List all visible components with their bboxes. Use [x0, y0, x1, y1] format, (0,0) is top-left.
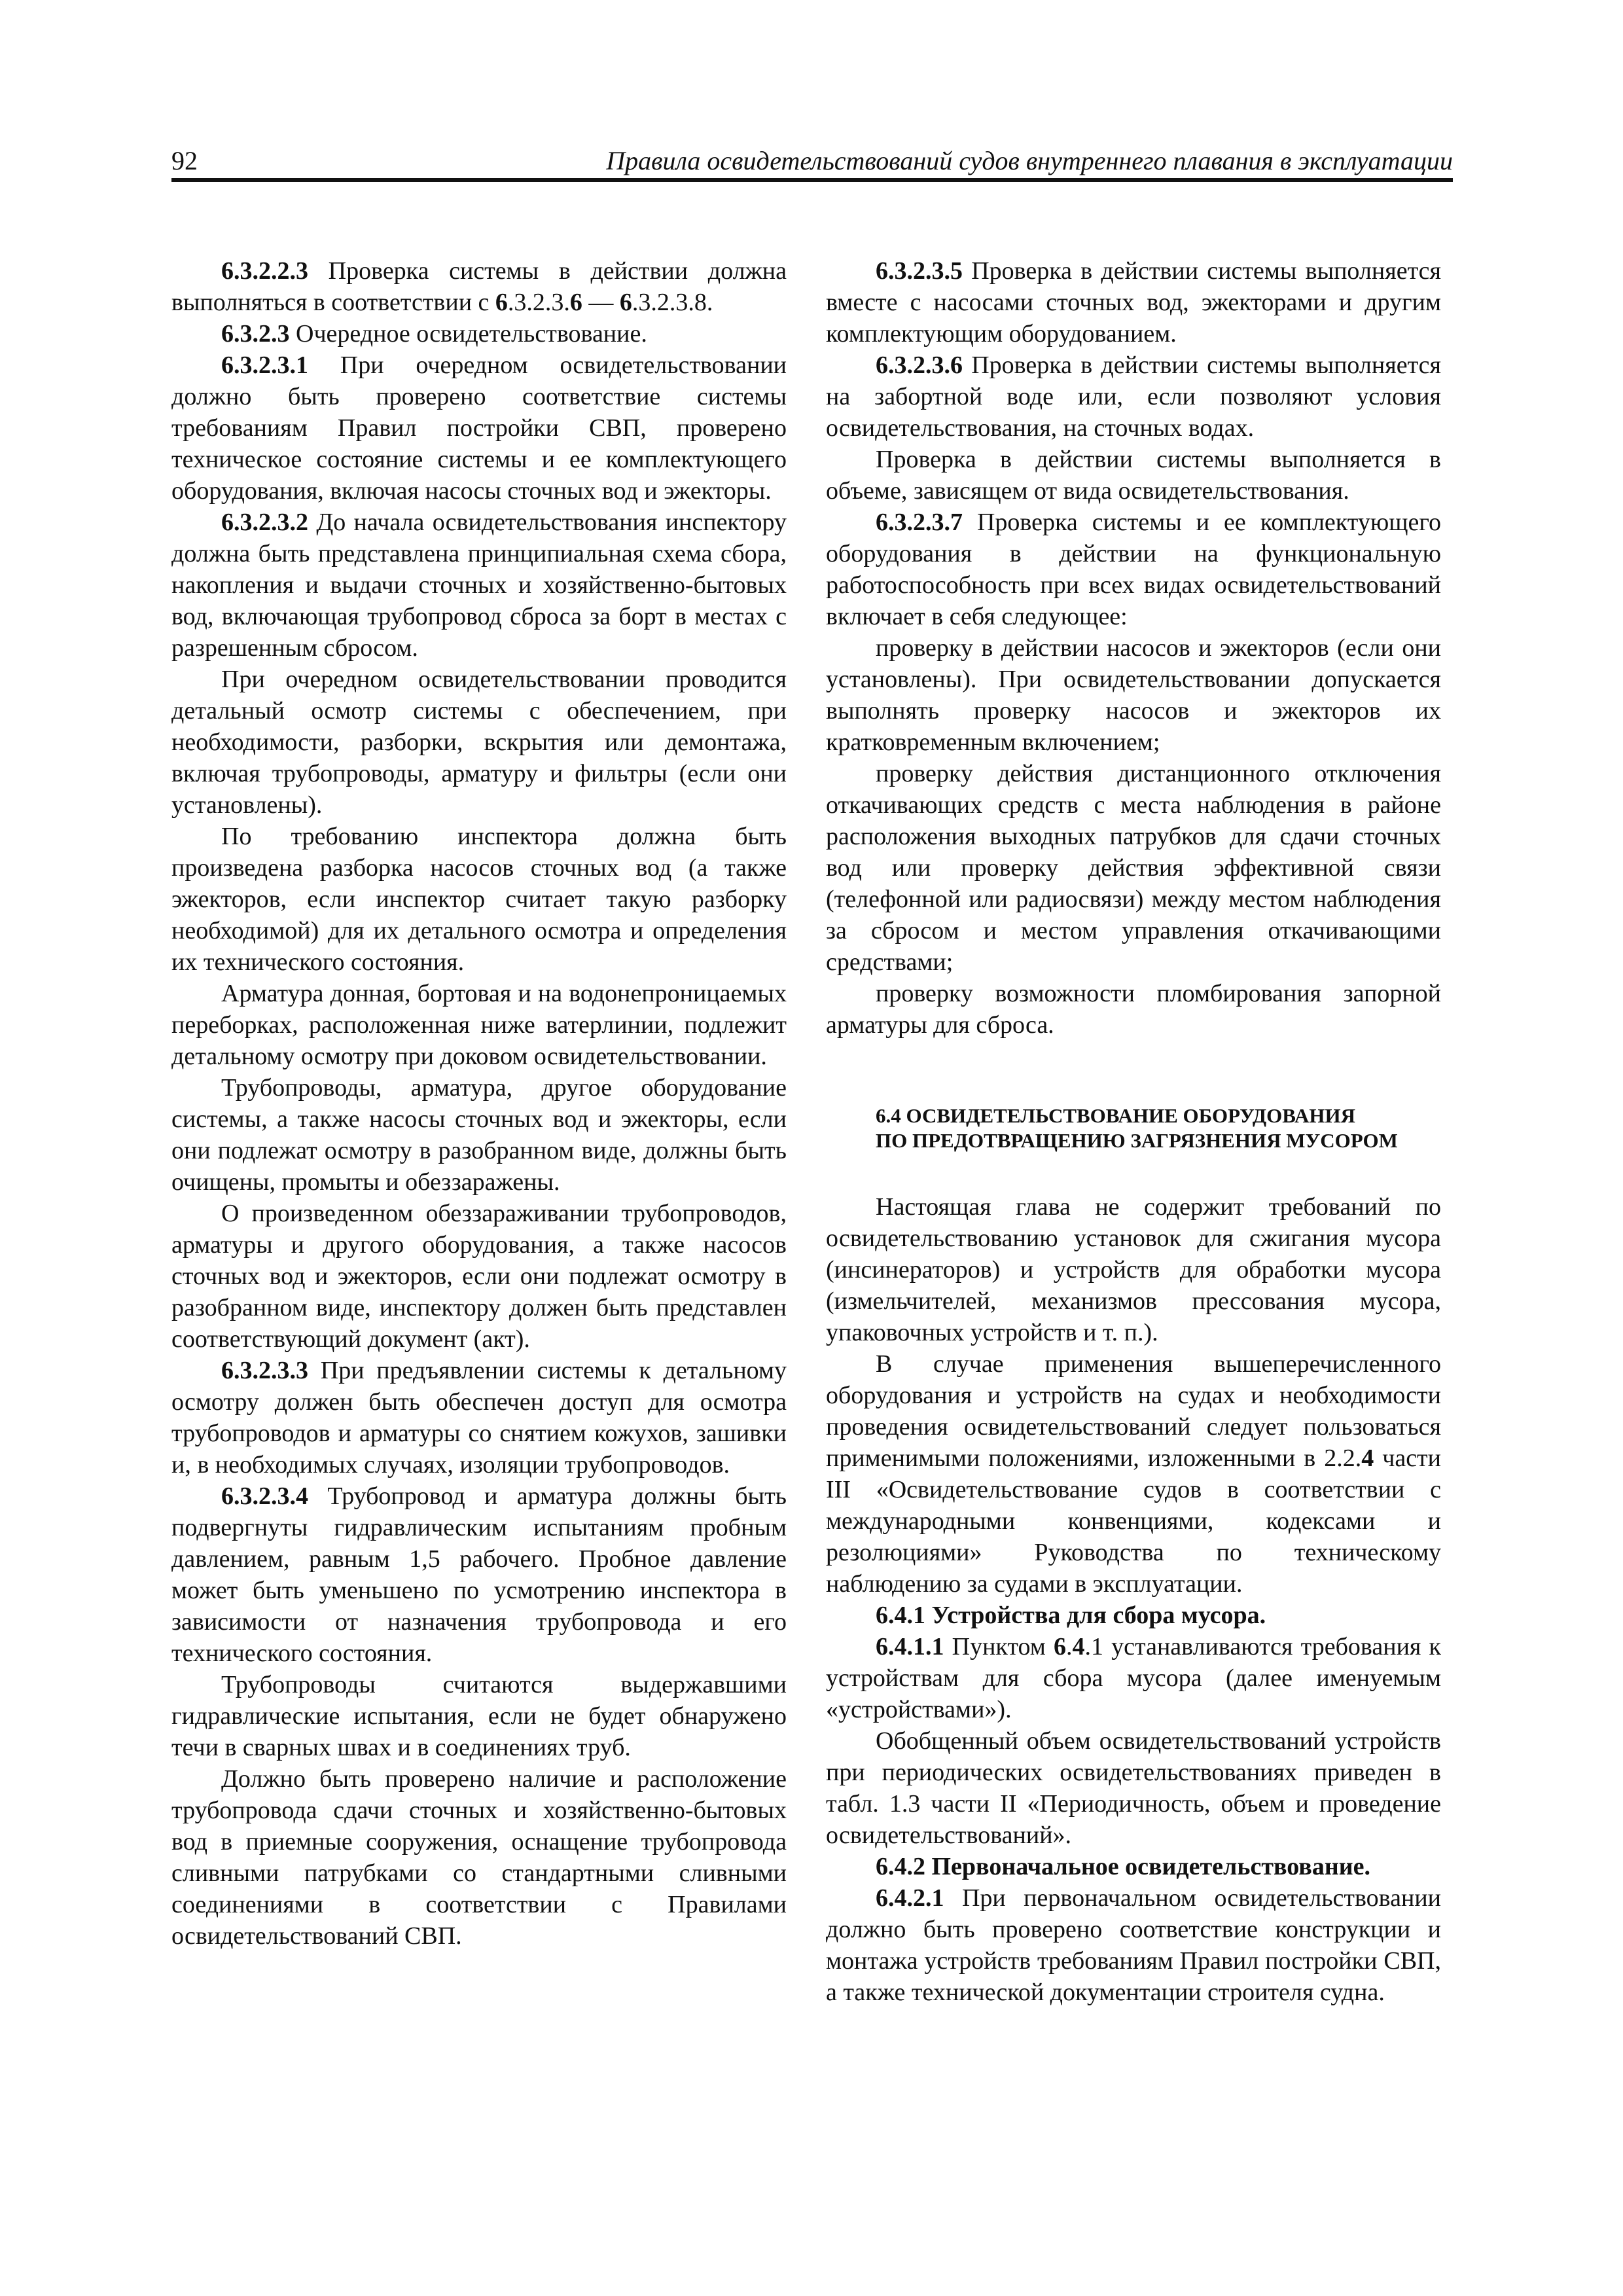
paragraph — [171, 255, 787, 318]
paragraph: Обобщенный объем освидетельствований устройств при периодических освидетельствованиях приведен в табл. 1.3 части II «Периодичность, объем и проведение освидетельствований». — [826, 1727, 1441, 1849]
paragraph: Должно быть проверено наличие и расположение трубопровода сдачи сточных и хозяйственно-бытовых вод в приемные сооружения, оснащение трубопровода сливными патрубками со стандартными сливными соединениями в соответствии с Правилами освидетельствований СВП. — [171, 1765, 787, 1950]
list-paragraph: проверку действия дистанционного отключения откачивающих средств с места наблюдения в районе расположения выходных патрубков для сдачи сточных вод или проверку действия эффективной связи (телефонной или радиосвязи) между местом наблюдения за сбросом и местом управления откачивающими средствами; — [826, 760, 1441, 976]
paragraph: Настоящая глава не содержит требований по освидетельствованию установок для сжигания мусора (инсинераторов) и устройств для обработки мусора (измельчителей, механизмов прессования мусора, упаковочных устройств и т. п.). — [826, 1193, 1441, 1346]
reference-bold: 4 — [1072, 1633, 1085, 1660]
paragraph — [826, 507, 1441, 632]
reference-text: .3.2.3. — [507, 289, 570, 316]
list-paragraph: проверку возможности пломбирования запорной арматуры для сброса. — [826, 980, 1441, 1039]
clause-number: 6.3.2.3.7 — [876, 509, 963, 536]
clause-number: 6.3.2.3.4 — [221, 1482, 308, 1510]
paragraph-text: .1 устанавливаются требования к устройствам для сбора мусора (далее именуемым «устройствами»). — [826, 1633, 1441, 1723]
paragraph: При очередном освидетельствовании проводится детальный осмотр системы с обеспечением, при необходимости, разборки, вскрытия или демонтажа, включая трубопроводы, арматуру и фильтры (если они установлены). — [171, 666, 787, 819]
paragraph — [826, 1882, 1441, 2008]
subsection-heading: 6.4.2 Первоначальное освидетельствование. — [876, 1853, 1370, 1880]
section-spacer — [826, 1153, 1441, 1191]
clause-number: 6.3.2.3 — [221, 320, 290, 348]
page-number: 92 — [171, 146, 198, 175]
clause-number: 6.4.2.1 — [876, 1884, 944, 1912]
reference-separator: — — [582, 289, 620, 316]
paragraph-text: Трубопровод и арматура должны быть подвергнуты гидравлическим испытаниям пробным давлением, равным 1,5 рабочего. Пробное давление может быть уменьшено по усмотрению инспектора в зависимости от назначения трубопровода и его технического состояния. — [171, 1482, 787, 1667]
running-header — [171, 145, 1453, 182]
section-heading-line1: 6.4 ОСВИДЕТЕЛЬСТВОВАНИЕ ОБОРУДОВАНИЯ — [876, 1104, 1356, 1127]
left-column — [171, 255, 787, 1952]
clause-number: 6.4.1.1 — [876, 1633, 944, 1660]
section-heading-line2: ПО ПРЕДОТВРАЩЕНИЮ ЗАГРЯЗНЕНИЯ МУСОРОМ — [876, 1129, 1398, 1152]
paragraph — [826, 255, 1441, 350]
paragraph — [171, 507, 787, 664]
reference-bold: 6 — [619, 289, 632, 316]
clause-number: 6.3.2.3.1 — [221, 351, 308, 379]
paragraph — [171, 1355, 787, 1480]
reference-bold: 6 — [495, 289, 508, 316]
reference-bold: 6 — [569, 289, 582, 316]
paragraph: Проверка в действии системы выполняется в объеме, зависящем от вида освидетельствования. — [826, 446, 1441, 505]
paragraph — [171, 318, 787, 350]
paragraph-text: Пунктом — [944, 1633, 1054, 1660]
clause-number: 6.3.2.2.3 — [221, 257, 308, 285]
paragraph — [826, 1631, 1441, 1725]
paragraph-text: При первоначальном освидетельствовании должно быть проверено соответствие конструкции и монтажа устройств требованиям Правил постройки СВП, а также технической документации строителя судна. — [826, 1884, 1441, 2006]
reference-text: .3.2.3.8. — [632, 289, 713, 316]
paragraph-text: Проверка в действии системы выполняется на забортной воде или, если позволяют условия освидетельствования, на сточных водах. — [826, 351, 1441, 442]
paragraph-text: Проверка в действии системы выполняется вместе с насосами сточных вод, эжекторами и другим комплектующим оборудованием. — [826, 257, 1441, 348]
subsection-heading: 6.4.1 Устройства для сбора мусора. — [876, 1602, 1266, 1629]
header-rule — [171, 178, 1453, 182]
clause-number: 6.3.2.3.3 — [221, 1357, 308, 1384]
paragraph-text: Проверка системы в действии должна выполняться в соответствии с — [171, 257, 787, 316]
running-title: Правила освидетельствований судов внутреннего плавания в эксплуатации — [606, 146, 1453, 175]
clause-number: 6.3.2.3.6 — [876, 351, 963, 379]
paragraph-text: Проверка системы и ее комплектующего оборудования в действии на функциональную работоспособность при всех видах освидетельствований включает в себя следующее: — [826, 509, 1441, 630]
list-paragraph: проверку в действии насосов и эжекторов (если они установлены). При освидетельствовании допускается выполнять проверку насосов и эжекторов их кратковременным включением; — [826, 634, 1441, 756]
paragraph — [171, 350, 787, 507]
paragraph: По требованию инспектора должна быть произведена разборка насосов сточных вод (а также эжекторов, если инспектор считает такую разборку необходимой) для их детального осмотра и определения их технического состояния. — [171, 823, 787, 976]
right-column — [826, 255, 1441, 2008]
paragraph — [171, 1480, 787, 1669]
paragraph-text: Очередное освидетельствование. — [289, 320, 647, 348]
clause-number: 6.3.2.3.5 — [876, 257, 963, 285]
paragraph: О произведенном обеззараживании трубопроводов, арматуры и другого оборудования, а также насосов сточных вод и эжекторов, если они подлежат осмотру в разобранном виде, инспектору должен быть представлен соответствующий документ (акт). — [171, 1200, 787, 1353]
paragraph: Трубопроводы, арматура, другое оборудование системы, а также насосы сточных вод и эжекторы, если они подлежат осмотру в разобранном виде, должны быть очищены, промыты и обеззаражены. — [171, 1074, 787, 1196]
paragraph-text: До начала освидетельствования инспектору должна быть представлена принципиальная схема сбора, накопления и выдачи сточных и хозяйственно-бытовых вод, включающая трубопровод сброса за борт в местах с разрешенным сбросом. — [171, 509, 787, 662]
paragraph-text: При предъявлении системы к детальному осмотру должен быть обеспечен доступ для осмотра трубопроводов и арматуры со снятием кожухов, зашивки и, в необходимых случаях, изоляции трубопроводов. — [171, 1357, 787, 1479]
paragraph-text: В случае применения вышеперечисленного оборудования и устройств на судах и необходимости проведения освидетельствований следует пользоваться применимыми положениями, изложенными в 2.2. — [826, 1350, 1441, 1472]
paragraph: Арматура донная, бортовая и на водонепроницаемых переборках, расположенная ниже ватерлинии, подлежит детальному осмотру при доковом освидетельствовании. — [171, 980, 787, 1070]
paragraph-text: При очередном освидетельствовании должно быть проверено соответствие системы требованиям Правил постройки СВП, проверено техническое состояние системы и ее комплектующего оборудования, включая насосы сточных вод и эжекторы. — [171, 351, 787, 505]
reference-bold: 4 — [1361, 1444, 1374, 1472]
clause-number: 6.3.2.3.2 — [221, 509, 308, 536]
reference-text: . — [1065, 1633, 1073, 1660]
paragraph-text: части III «Освидетельствование судов в соответствии с международными конвенциями, кодексами и резолюциями» Руководства по техническому наблюдению за судами в эксплуатации. — [826, 1444, 1441, 1598]
reference-bold: 6 — [1053, 1633, 1066, 1660]
paragraph — [826, 350, 1441, 444]
paragraph: Трубопроводы считаются выдержавшими гидравлические испытания, если не будет обнаружено течи в сварных швах и в соединениях труб. — [171, 1671, 787, 1761]
section-spacer — [826, 1041, 1441, 1103]
paragraph — [826, 1348, 1441, 1600]
